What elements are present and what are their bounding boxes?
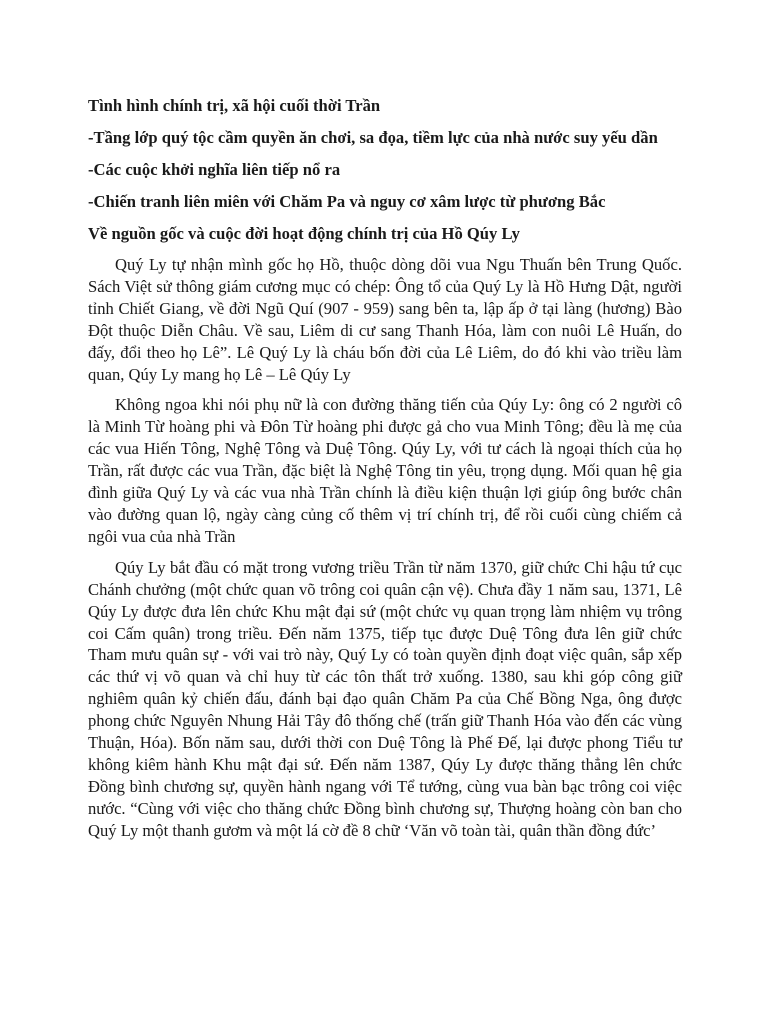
heading-champa-war: -Chiến tranh liên miên với Chăm Pa và nguy cơ xâm lược từ phương Bắc	[88, 192, 606, 211]
document-page	[88, 94, 682, 851]
heading-origin-ho-quy-ly: Về nguồn gốc và cuộc đời hoạt động chính trị của Hồ Qúy Ly	[88, 224, 520, 243]
paragraph-career: Qúy Ly bắt đầu có mặt trong vương triều Trần từ năm 1370, giữ chức Chi hậu tứ cục Chánh chưởng (một chức quan võ trông coi quân cận vệ). Chưa đầy 1 năm sau, 1371, Lê Qúy Ly được đưa lên chức Khu mật đại sứ (một chức vụ quan trọng làm nhiệm vụ trông coi Cấm quân) trong triều. Đến năm 1375, tiếp tục được Duệ Tông đưa lên giữ chức Tham mưu quân sự - với vai trò này, Quý Ly có toàn quyền định đoạt việc quân, sắp xếp các thứ vị võ quan và chỉ huy từ các tôn thất trở xuống. 1380, sau khi góp công giữ nghiêm quân kỷ chiến đấu, đánh bại đạo quân Chăm Pa của Chế Bồng Nga, ông được phong chức Nguyên Nhung Hải Tây đô thống chế (trấn giữ Thanh Hóa vào đến các vùng Thuận, Hóa). Bốn năm sau, dưới thời con Duệ Tông là Phế Đế, lại được phong Tiểu tư không kiêm hành Khu mật đại sứ. Đến năm 1387, Qúy Ly được thăng thẳng lên chức Đồng bình chương sự, quyền hành ngang với Tể tướng, cùng vua bàn bạc trông coi việc nước. “Cùng với việc cho thăng chức Đồng bình chương sự, Thượng hoàng còn ban cho Quý Ly một thanh gươm và một lá cờ đề 8 chữ ‘Văn võ toàn tài, quân thần đồng đức’	[88, 557, 682, 840]
paragraph-family-ties: Không ngoa khi nói phụ nữ là con đường thăng tiến của Qúy Ly: ông có 2 người cô là Minh Từ hoàng phi và Đôn Từ hoàng phi được gả cho vua Minh Tông; đều là mẹ của các vua Hiến Tông, Nghệ Tông và Duệ Tông. Qúy Ly, với tư cách là ngoại thích của họ Trần, rất được các vua Trần, đặc biệt là Nghệ Tông tin yêu, trọng dụng. Mối quan hệ gia đình giữa Quý Ly và các vua nhà Trần chính là điều kiện thuận lợi giúp ông bước chân vào đường quan lộ, ngày càng củng cố thêm vị trí chính trị, để rồi cuối cùng chiếm cả ngôi vua của nhà Trần	[88, 395, 682, 546]
heading-nobility-decline: -Tầng lớp quý tộc cầm quyền ăn chơi, sa đọa, tiềm lực của nhà nước suy yếu dần	[88, 128, 658, 147]
paragraph-origin: Quý Ly tự nhận mình gốc họ Hồ, thuộc dòng dõi vua Ngu Thuấn bên Trung Quốc. Sách Việt sử thông giám cương mục có chép: Ông tổ của Quý Ly là Hồ Hưng Dật, người tỉnh Chiết Giang, về đời Ngũ Quí (907 - 959) sang bên ta, lập ấp ở tại làng (hương) Bào Đột thuộc Diễn Châu. Về sau, Liêm di cư sang Thanh Hóa, làm con nuôi Lê Huấn, do đấy, đổi theo họ Lê”. Lê Quý Ly là cháu bốn đời của Lê Liêm, do đó khi vào triều làm quan, Qúy Ly mang họ Lê – Lê Qúy Ly	[88, 255, 682, 384]
heading-political-situation: Tình hình chính trị, xã hội cuối thời Trần	[88, 96, 381, 115]
heading-uprisings: -Các cuộc khởi nghĩa liên tiếp nổ ra	[88, 160, 341, 179]
